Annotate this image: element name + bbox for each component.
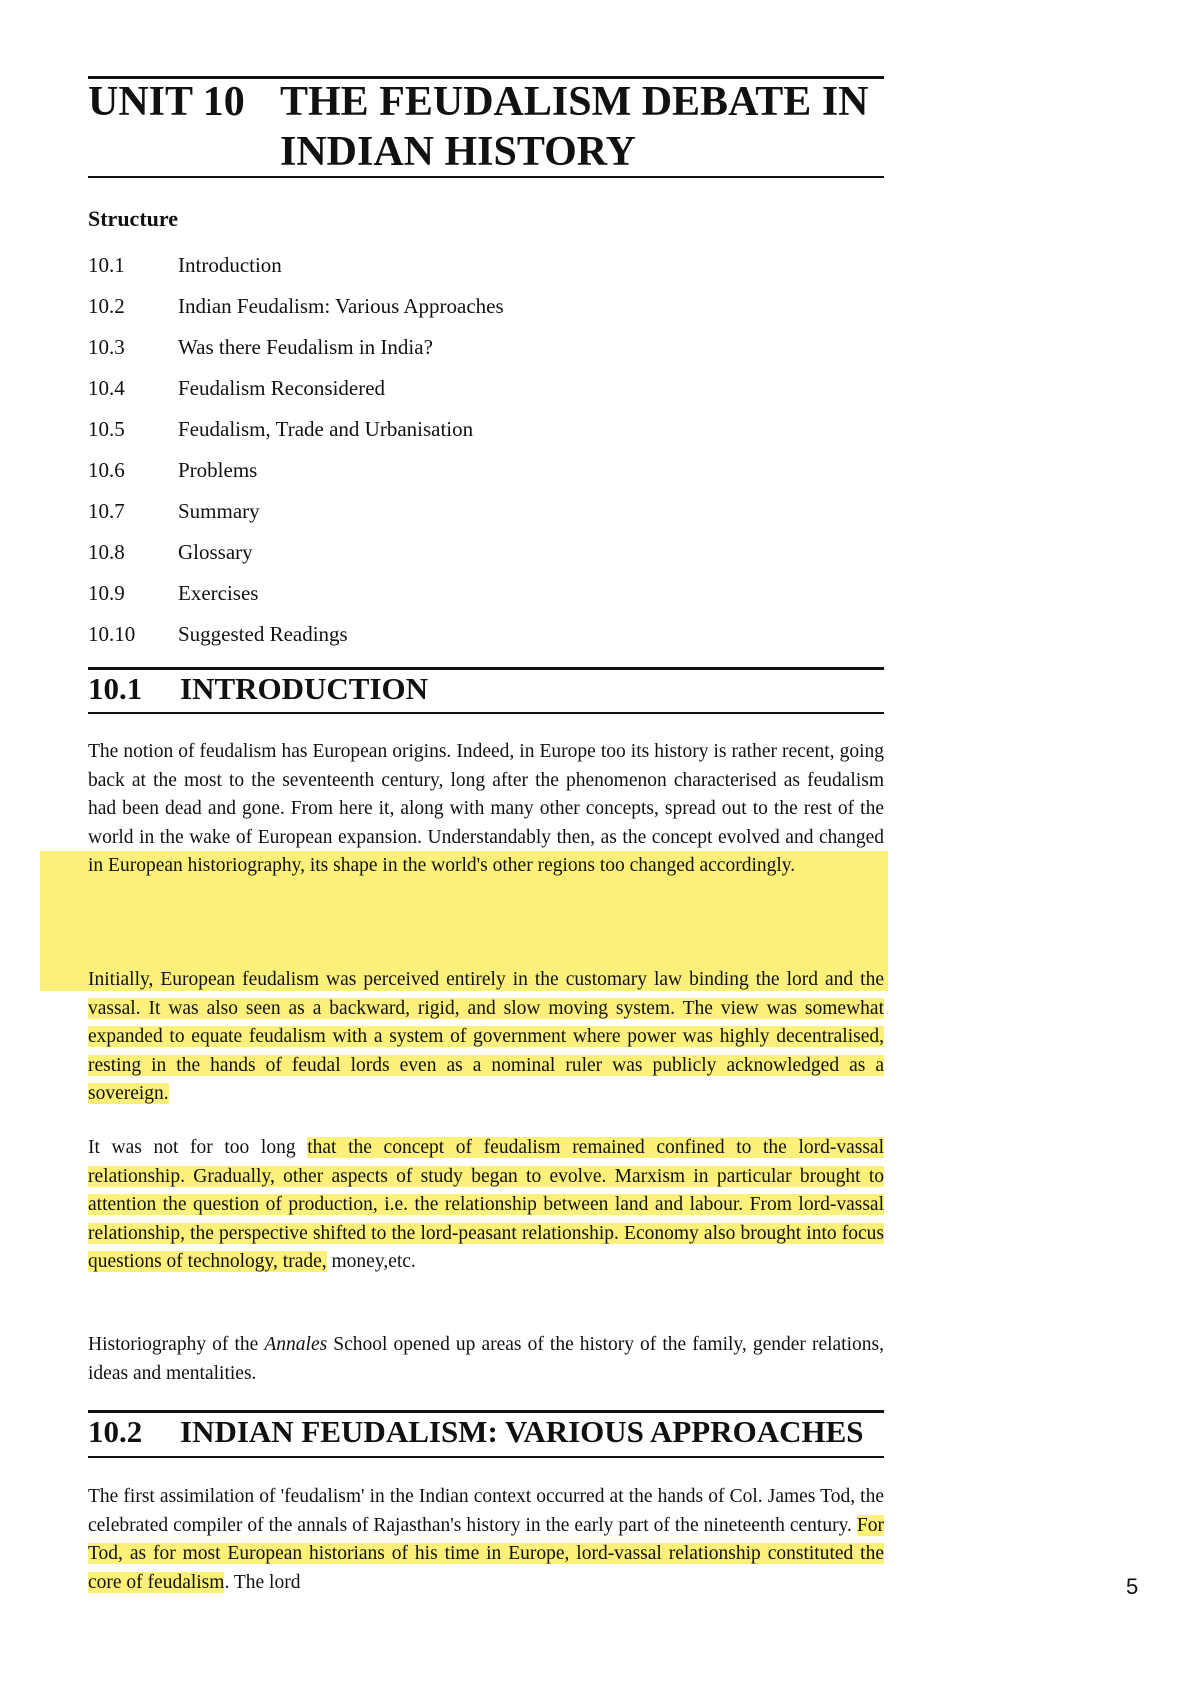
toc-item-number: 10.10 [88, 622, 136, 646]
intro-paragraph-4-start: Historiography of the [88, 1334, 265, 1355]
section2-paragraph-1-end: . The lord [224, 1571, 301, 1593]
toc-item-number: 10.3 [88, 335, 125, 359]
toc-item-number: 10.8 [88, 540, 125, 564]
section2-paragraph-1 [88, 1483, 884, 1597]
structure-heading: Structure [88, 206, 179, 231]
toc-item-label: Feudalism Reconsidered [178, 376, 386, 400]
section-heading-introduction [88, 671, 428, 707]
intro-paragraph-3 [88, 1134, 884, 1277]
title-bottom-rule [88, 176, 884, 178]
unit-title-line1: THE FEUDALISM DEBATE IN [280, 79, 869, 125]
unit-number: UNIT 10 [88, 79, 245, 125]
toc-item-number: 10.9 [88, 581, 125, 605]
toc-item-number: 10.5 [88, 417, 125, 441]
intro-paragraph-4 [88, 1331, 884, 1388]
section1-top-rule [88, 667, 884, 670]
section2-top-rule [88, 1410, 884, 1413]
intro-paragraph-2 [88, 966, 884, 1109]
toc-item-label: Suggested Readings [178, 622, 348, 646]
toc-item-label: Glossary [178, 540, 253, 564]
toc-item-label: Introduction [178, 253, 282, 277]
intro-paragraph-2-text: Initially, European feudalism was perceived entirely in the customary law binding the lord and the vassal. It was also seen as a backward, rigid, and slow moving system. The view was somewhat expanded to equate feudalism with a system of government where power was highly decentralised, resting in the hands of feudal lords even as a nominal ruler was publicly acknowledged as a sovereign. [88, 969, 884, 1105]
intro-paragraph-1: The notion of feudalism has European origins. Indeed, in Europe too its history is rather recent, going back at the most to the seventeenth century, long after the phenomenon characterised as feudalism had been dead and gone. From here it, along with many other concepts, spread out to the rest of the world in the wake of European expansion. Understandably then, as the concept evolved and changed in European historiography, its shape in the world's other regions too changed accordingly. [88, 741, 884, 877]
intro-paragraph-3-start: It was not for too long [88, 1137, 308, 1158]
section-number: 10.2 [88, 1414, 143, 1449]
page-number: 5 [1126, 1574, 1139, 1599]
section-heading-indian-feudalism [88, 1414, 864, 1450]
toc-item-label: Exercises [178, 581, 259, 605]
intro-paragraph-3-highlight: that the concept of feudalism remained confined to the lord-vassal relationship. Gradually, other aspects of study began to evolve. Marxism in particular brought to attention the question of production, i.e. the relationship between land and labour. From lord-vassal relationship, the perspective shifted to the lord-peasant relationship. Economy also brought into focus questions of technology, trade, [88, 1137, 885, 1273]
toc-item-label: Summary [178, 499, 260, 523]
section-title: INDIAN FEUDALISM: VARIOUS APPROACHES [180, 1414, 864, 1449]
section-number: 10.1 [88, 671, 143, 706]
intro-paragraph-3-end: money,etc. [326, 1251, 416, 1273]
section-title: INTRODUCTION [180, 671, 429, 706]
toc-item-label: Indian Feudalism: Various Approaches [178, 294, 504, 318]
toc-item-label: Feudalism, Trade and Urbanisation [178, 417, 474, 441]
toc-item-number: 10.6 [88, 458, 125, 482]
toc-item-label: Problems [178, 458, 258, 482]
section2-paragraph-1-highlight: For Tod, as for most European historians of his time in Europe, lord-vassal relationship constituted the core of feudalism [88, 1514, 884, 1593]
intro-paragraph-4-end: School opened up areas of the history of the family, gender relations, ideas and mentalities. [88, 1334, 884, 1384]
toc-item-number: 10.1 [88, 253, 125, 277]
section1-bottom-rule [88, 712, 884, 714]
section2-paragraph-1-start: The first assimilation of 'feudalism' in the Indian context occurred at the hands of Col. James Tod, the celebrated compiler of the annals of Rajasthan's history in the early part of the nineteenth century. [88, 1486, 884, 1536]
section2-bottom-rule [88, 1456, 884, 1458]
toc-item-number: 10.4 [88, 376, 125, 400]
unit-title-line2: INDIAN HISTORY [280, 129, 636, 175]
annales-italic: Annales [264, 1334, 328, 1355]
toc-item-label: Was there Feudalism in India? [178, 335, 433, 359]
toc-item-number: 10.2 [88, 294, 125, 318]
toc-item-number: 10.7 [88, 499, 125, 523]
